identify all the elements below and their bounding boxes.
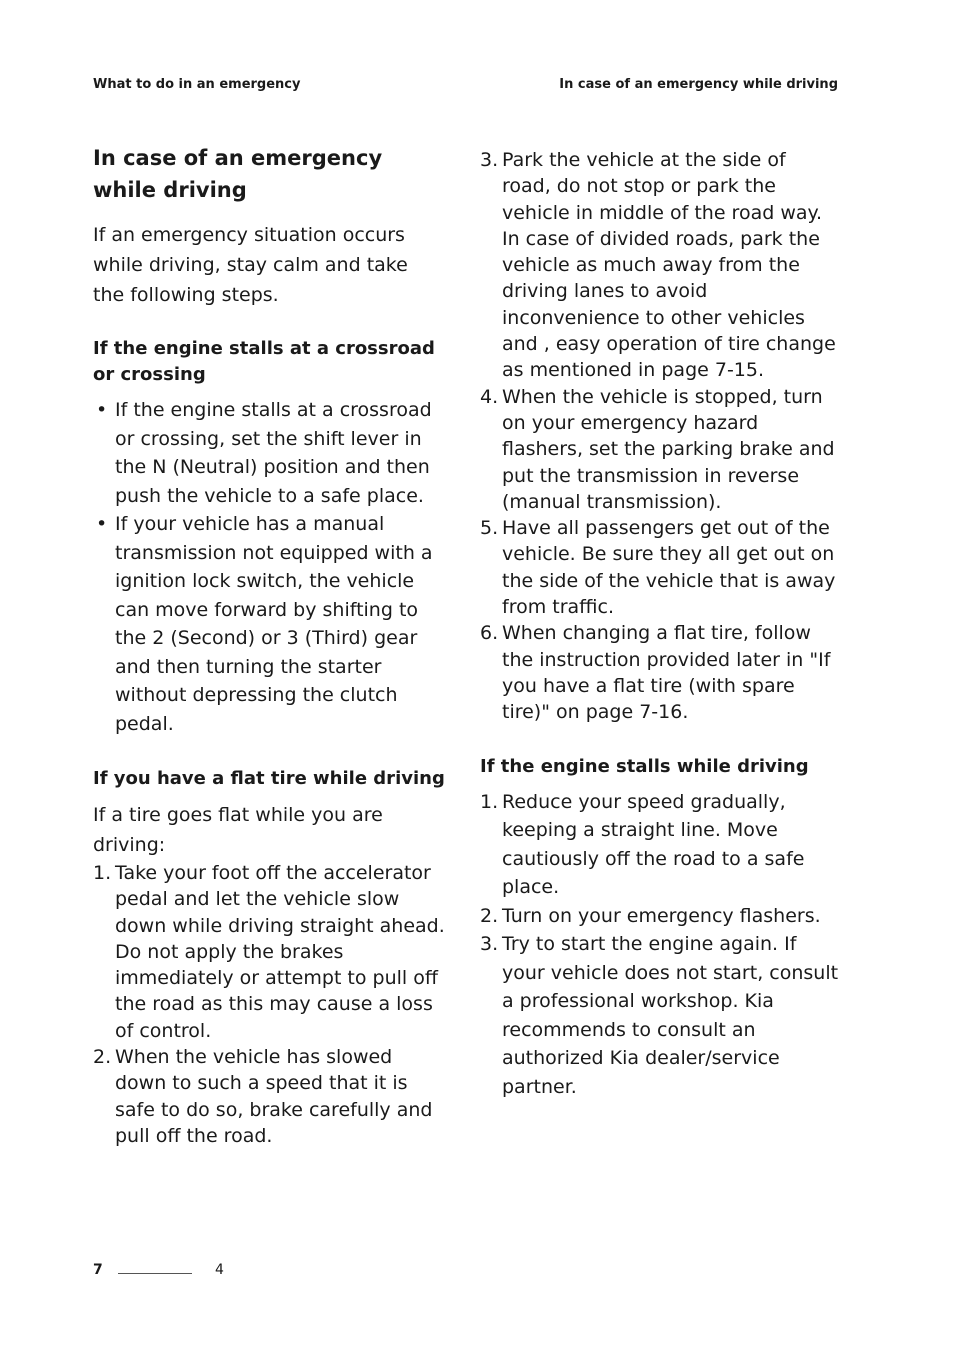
step-text: When changing a flat tire, follow the instruction provided later in "If you have a flat tire (with spare tire)" on page 7-16. xyxy=(502,622,831,724)
step-number: 4. xyxy=(480,385,499,408)
engine-stall-heading: If the engine stalls while driving xyxy=(480,755,809,777)
step-text: Reduce your speed gradually, keeping a straight line. Move cautiously off the road to a safe place. xyxy=(502,790,805,899)
flat-tire-intro: If a tire goes flat while you are driving: xyxy=(93,804,383,856)
flat-tire-heading: If you have a flat tire while driving xyxy=(93,768,445,789)
step-number: 3. xyxy=(480,149,499,171)
step-text: Have all passengers get out of the vehicle. Be sure they all get out on the side of the vehicle that is away from traffic. xyxy=(502,517,836,619)
right-column xyxy=(480,147,840,1101)
list-item xyxy=(480,788,840,902)
bullet-icon: • xyxy=(96,513,108,535)
step-number: 3. xyxy=(480,933,499,956)
step-text: When the vehicle is stopped, turn on your emergency hazard flashers, set the parking brake and put the transmission in reverse (manual transmission). xyxy=(502,385,835,513)
list-item xyxy=(480,147,840,384)
step-number: 2. xyxy=(480,904,499,927)
step-text: Take your foot off the accelerator pedal and let the vehicle slow down while driving straight ahead. Do not apply the brakes immediately or attempt to pull off the road as this may cause a loss of control. xyxy=(115,862,445,1042)
list-item xyxy=(93,860,445,1044)
step-number: 5. xyxy=(480,517,499,540)
step-text: Turn on your emergency flashers. xyxy=(502,904,821,927)
list-item-text: If your vehicle has a manual transmission not equipped with a ignition lock switch, the vehicle can move forward by shifting to the 2 (Second) or 3 (Third) gear and then turning the starter without depressing the clutch pedal. xyxy=(115,513,433,735)
bullet-icon: • xyxy=(96,399,108,421)
running-header-section: In case of an emergency while driving xyxy=(559,77,838,92)
list-item xyxy=(480,515,840,620)
flat-tire-steps-continued xyxy=(480,147,840,726)
footer-page-number: 4 xyxy=(215,1262,224,1278)
step-text: Park the vehicle at the side of road, do not stop or park the vehicle in middle of the road way. In case of divided roads, park the vehicle as much away from the driving lanes to avoid inconvenience to other vehicles and , easy operation of tire change as mentioned in page 7-15. xyxy=(502,149,836,382)
page-title: In case of an emergency while driving xyxy=(93,146,383,202)
list-item xyxy=(480,620,840,725)
step-number: 1. xyxy=(93,862,112,884)
list-item xyxy=(93,396,445,510)
step-number: 1. xyxy=(480,790,499,813)
list-item xyxy=(480,384,840,515)
engine-stall-steps xyxy=(480,788,840,1102)
intro-paragraph: If an emergency situation occurs while driving, stay calm and take the following steps. xyxy=(93,224,408,306)
list-item xyxy=(480,930,840,1101)
footer-divider xyxy=(118,1273,192,1274)
crossroad-heading: If the engine stalls at a crossroad or crossing xyxy=(93,338,435,385)
list-item xyxy=(93,510,445,738)
left-column xyxy=(93,142,445,1149)
list-item xyxy=(93,1044,445,1149)
crossroad-bullet-list xyxy=(93,396,445,738)
running-header-chapter: What to do in an emergency xyxy=(93,77,301,92)
step-text: Try to start the engine again. If your vehicle does not start, consult a professional workshop. Kia recommends to consult an authorized Kia dealer/service partner. xyxy=(502,933,839,1098)
footer-chapter-number: 7 xyxy=(93,1262,103,1278)
step-text: When the vehicle has slowed down to such a speed that it is safe to do so, brake carefully and pull off the road. xyxy=(115,1046,433,1147)
list-item xyxy=(480,902,840,931)
list-item-text: If the engine stalls at a crossroad or crossing, set the shift lever in the N (Neutral) position and then push the vehicle to a safe place. xyxy=(115,399,432,507)
step-number: 2. xyxy=(93,1046,112,1069)
step-number: 6. xyxy=(480,622,499,645)
flat-tire-steps xyxy=(93,860,445,1149)
